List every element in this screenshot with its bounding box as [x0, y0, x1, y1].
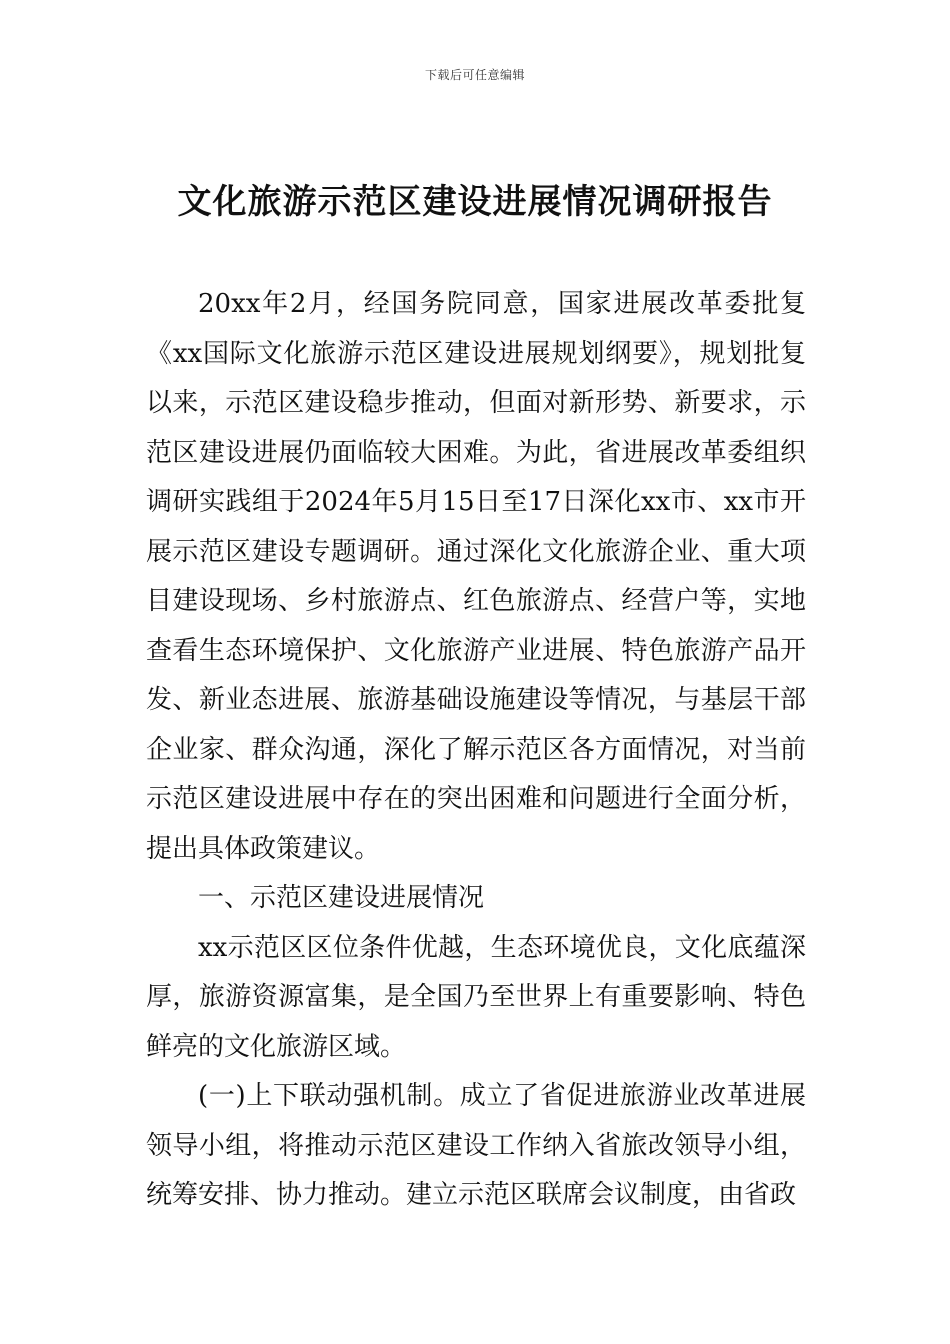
- section-heading-1: 一、示范区建设进展情况: [198, 883, 485, 913]
- header-note: 下载后可任意编辑: [424, 68, 525, 82]
- document-title: 文化旅游示范区建设进展情况调研报告: [177, 182, 773, 222]
- paragraph-subsection-1: (一)上下联动强机制。成立了省促进旅游业改革进展领导小组，将推动示范区建设工作纳入省旅改领导小组，统筹安排、协力推动。建立示范区联席会议制度，由省政: [146, 1081, 806, 1210]
- document-body: [146, 280, 806, 1221]
- paragraph-intro: 20xx年2月，经国务院同意，国家进展改革委批复《xx国际文化旅游示范区建设进展规划纲要》，规划批复以来，示范区建设稳步推动，但面对新形势、新要求，示范区建设进展仍面临较大困难。为此，省进展改革委组织调研实践组于2024年5月15日至17日深化xx市、xx市开展示范区建设专题调研。通过深化文化旅游企业、重大项目建设现场、乡村旅游点、红色旅游点、经营户等，实地查看生态环境保护、文化旅游产业进展、特色旅游产品开发、新业态进展、旅游基础设施建设等情况，与基层干部企业家、群众沟通，深化了解示范区各方面情况，对当前示范区建设进展中存在的突出困难和问题进行全面分析，提出具体政策建议。: [146, 289, 806, 864]
- paragraph-overview: xx示范区区位条件优越，生态环境优良，文化底蕴深厚，旅游资源富集，是全国乃至世界上有重要影响、特色鲜亮的文化旅游区域。: [146, 932, 806, 1062]
